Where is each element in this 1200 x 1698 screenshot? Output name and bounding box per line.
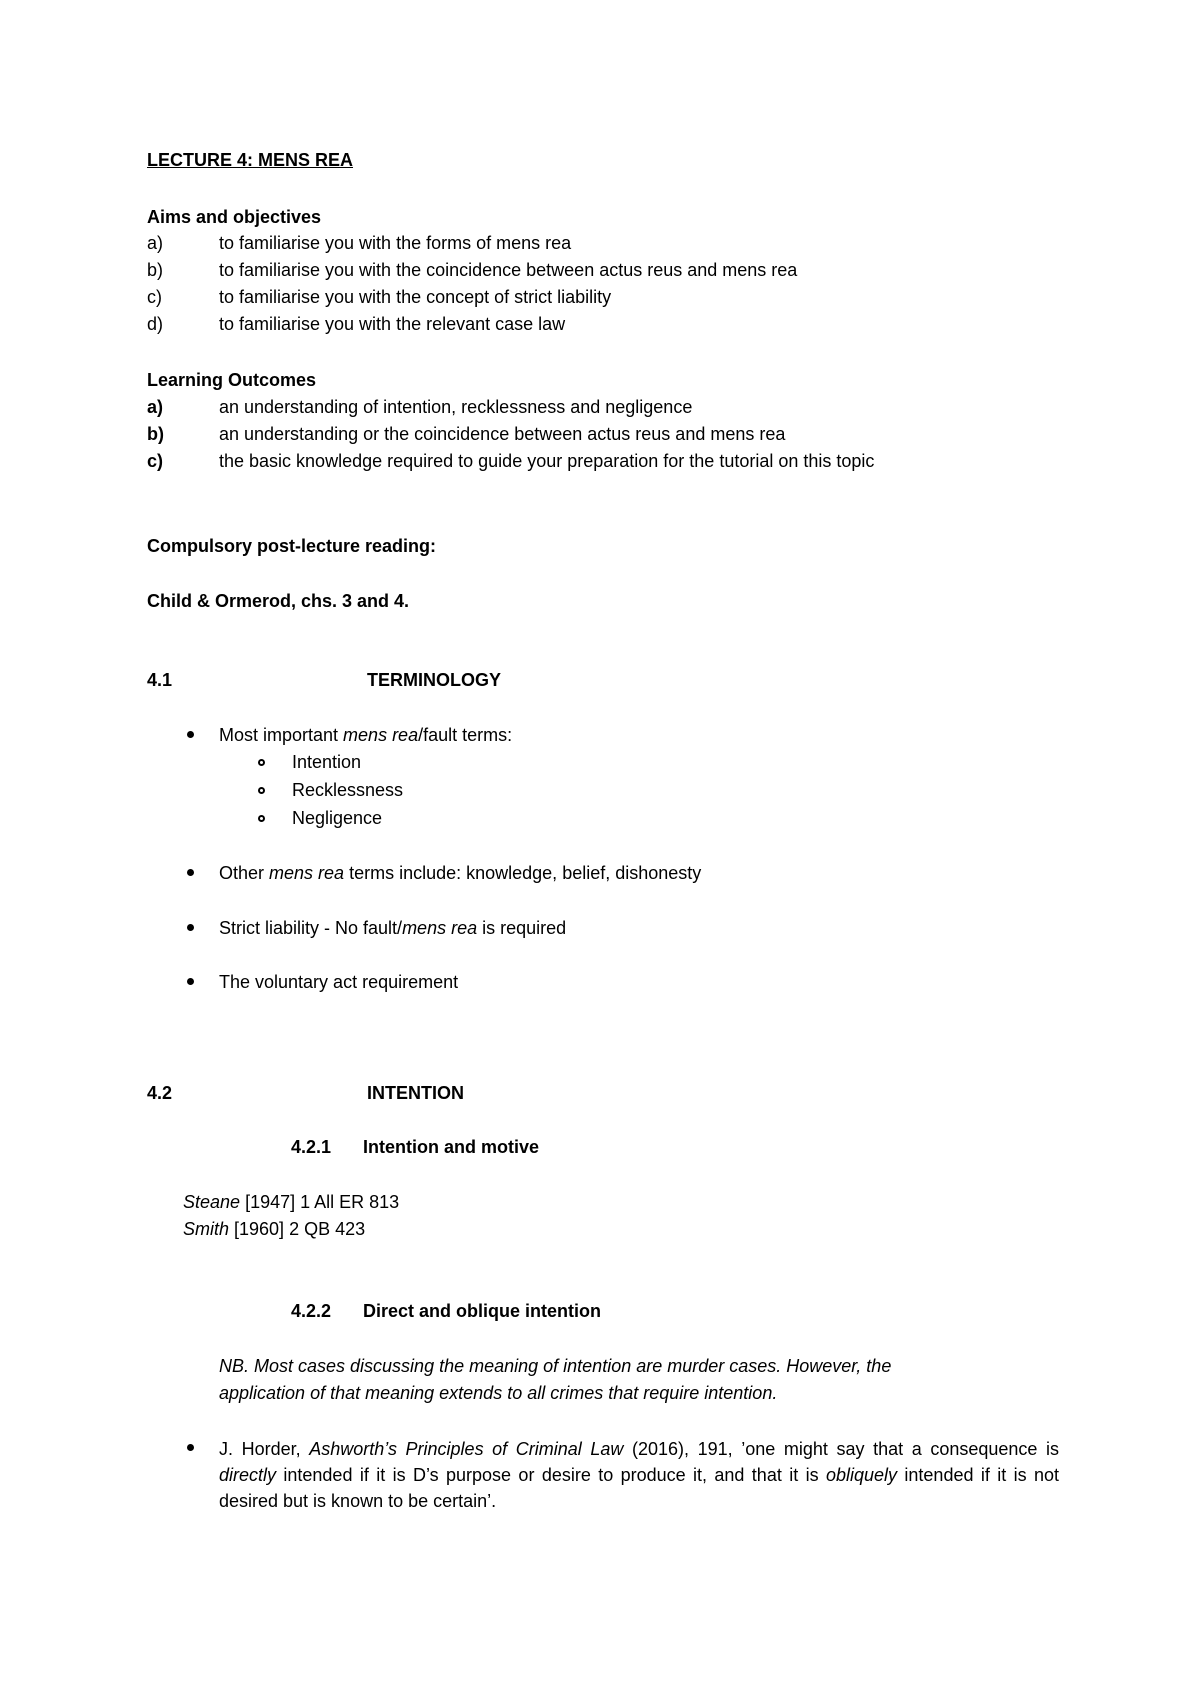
quote-part-2: (2016), 191, ’one might say that a consequence is [623,1439,1060,1459]
quote-part-4: intended if it is not desired but is known to be certain’. [219,1465,1059,1511]
page-title: LECTURE 4: MENS REA [147,150,354,170]
aims-item-c: to familiarise you with the concept of strict liability [219,287,612,307]
aims-marker-c: c) [147,287,162,307]
terminology-bullet-2 [219,862,701,884]
aims-heading: Aims and objectives [147,207,322,227]
outcomes-item-b: an understanding or the coincidence between actus reus and mens rea [219,424,786,444]
aims-item-d: to familiarise you with the relevant case law [219,314,566,334]
quote-obliquely: obliquely [825,1465,898,1485]
reading-heading: Compulsory post-lecture reading: [147,536,437,556]
outcomes-marker-b: b) [147,424,164,444]
outcomes-marker-c: c) [147,451,164,471]
terminology-bullet-1 [219,724,512,746]
subitem-negligence: Negligence [292,808,383,828]
section-4-2-number: 4.2 [147,1083,173,1103]
section-4-1-title: TERMINOLOGY [367,670,501,690]
bullet-icon [187,1444,194,1451]
bullet-icon [187,978,194,985]
quote-part-3: intended if it is D’s purpose or desire to produce it, and that it is [276,1465,826,1485]
bullet-3-pre: Strict liability - No fault/ [219,918,403,938]
subsection-4-2-1-number: 4.2.1 [291,1137,332,1157]
bullet-3-post: is required [477,918,567,938]
bullet-1-post: /fault terms: [418,725,513,745]
circle-bullet-icon [258,815,265,822]
case-steane [183,1191,399,1213]
bullet-3-italic: mens rea [402,918,478,938]
section-4-2-title: INTENTION [367,1083,464,1103]
outcomes-item-a: an understanding of intention, recklessness and negligence [219,397,693,417]
case-citation: [1960] 2 QB 423 [229,1219,366,1239]
circle-bullet-icon [258,759,265,766]
circle-bullet-icon [258,787,265,794]
case-name: Smith [183,1219,230,1239]
case-smith [183,1218,365,1240]
subitem-intention: Intention [292,752,362,772]
note-line-1: NB. Most cases discussing the meaning of intention are murder cases. However, the [219,1356,892,1376]
quote-book-title: Ashworth’s Principles of Criminal Law [309,1439,624,1459]
aims-item-b: to familiarise you with the coincidence between actus reus and mens rea [219,260,798,280]
aims-marker-b: b) [147,260,164,280]
section-4-1-number: 4.1 [147,670,173,690]
outcomes-heading: Learning Outcomes [147,370,317,390]
bullet-2-italic: mens rea [269,863,345,883]
aims-marker-d: d) [147,314,164,334]
subsection-4-2-1-title: Intention and motive [363,1137,540,1157]
bullet-1-italic: mens rea [343,725,419,745]
quote-directly: directly [219,1465,277,1485]
aims-marker-a: a) [147,233,164,253]
bullet-icon [187,869,194,876]
terminology-bullet-4: The voluntary act requirement [219,972,459,992]
bullet-1-pre: Most important [219,725,344,745]
bullet-icon [187,731,194,738]
terminology-bullet-3 [219,917,566,939]
aims-item-a: to familiarise you with the forms of mens rea [219,233,572,253]
case-name: Steane [183,1192,241,1212]
bullet-icon [187,924,194,931]
case-citation: [1947] 1 All ER 813 [240,1192,400,1212]
outcomes-marker-a: a) [147,397,164,417]
horder-quote [219,1436,1059,1514]
quote-part-1: J. Horder, [219,1439,310,1459]
reading-text: Child & Ormerod, chs. 3 and 4. [147,591,410,611]
bullet-2-post: terms include: knowledge, belief, dishonesty [344,863,702,883]
subsection-4-2-2-title: Direct and oblique intention [363,1301,601,1321]
bullet-2-pre: Other [219,863,270,883]
subitem-recklessness: Recklessness [292,780,404,800]
subsection-4-2-2-number: 4.2.2 [291,1301,332,1321]
note-line-2: application of that meaning extends to all crimes that require intention. [219,1383,778,1403]
outcomes-item-c: the basic knowledge required to guide your preparation for the tutorial on this topic [219,451,875,471]
